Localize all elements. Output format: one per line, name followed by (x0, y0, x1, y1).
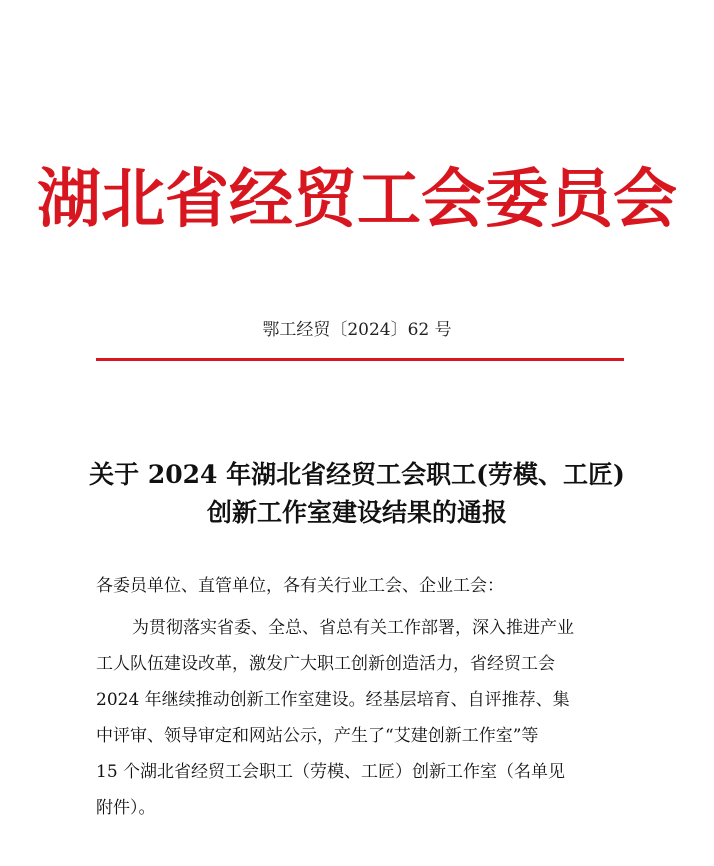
notice-title-line-2: 创新工作室建设结果的通报 (206, 498, 507, 527)
paragraph-line: 工人队伍建设改革，激发广大职工创新创造活力，省经贸工会 (96, 654, 555, 674)
body-paragraph (96, 610, 628, 826)
notice-title-line-1: 关于 2024 年湖北省经贸工会职工(劳模、工匠) (89, 460, 625, 489)
paragraph-line: 中评审、领导审定和网站公示，产生了“艾建创新工作室”等 (96, 726, 539, 746)
document-number: 鄂工经贸〔2024〕62 号 (262, 320, 452, 340)
paragraph-line: 2024 年继续推动创新工作室建设。经基层培育、自评推荐、集 (96, 690, 570, 710)
paragraph-line: 为贯彻落实省委、全总、省总有关工作部署，深入推进产业 (132, 618, 574, 638)
paragraph-line: 附件）。 (96, 798, 156, 818)
organization-masthead: 湖北省经贸工会委员会 (37, 163, 677, 237)
notice-title (40, 456, 674, 532)
paragraph-line: 15 个湖北省经贸工会职工（劳模、工匠）创新工作室（名单见 (96, 762, 566, 782)
red-divider-line (96, 358, 624, 361)
salutation: 各委员单位、直管单位，各有关行业工会、企业工会： (96, 576, 504, 596)
